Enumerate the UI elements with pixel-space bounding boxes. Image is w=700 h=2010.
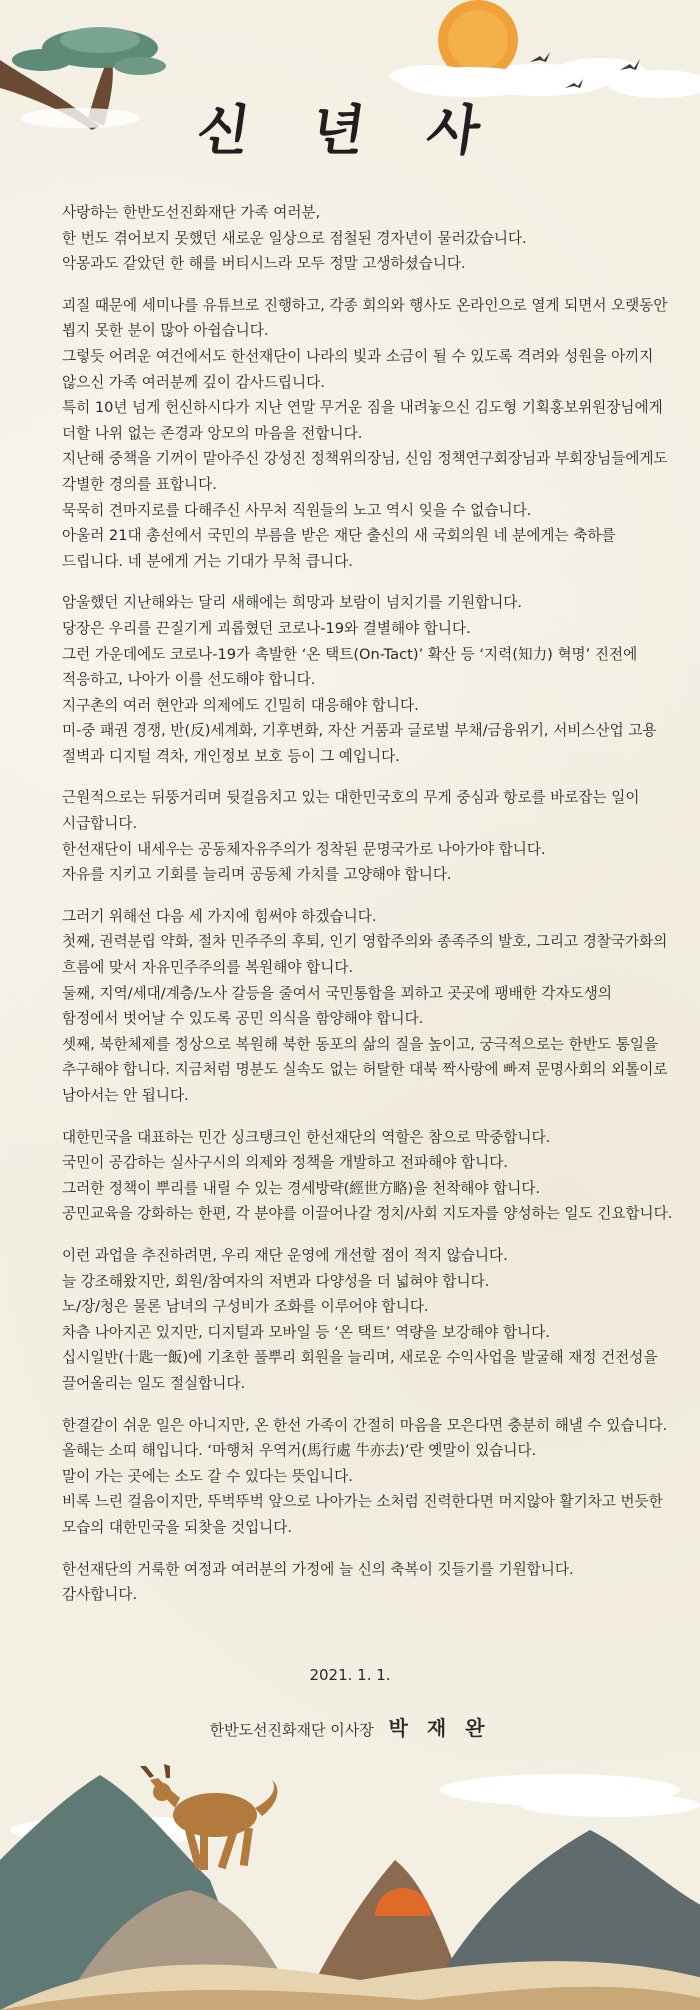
letter-line: 남아서는 안 됩니다. (62, 1087, 189, 1104)
letter-paragraph (62, 1125, 673, 1227)
letter-line: 자유를 지키고 기회를 늘리며 공동체 가치를 고양해야 합니다. (62, 866, 452, 884)
letter-line: 아울러 21대 총선에서 국민의 부름을 받은 재단 출신의 새 국회의원 네 분에게는 축하를 (62, 527, 616, 545)
letter-paragraph (62, 904, 668, 1109)
letter-paragraph (62, 785, 662, 887)
letter-line: 지구촌의 여러 현안과 의제에도 긴밀히 대응해야 합니다. (62, 696, 419, 714)
letter-line: 시급합니다. (62, 815, 138, 833)
letter-line: 둘째, 지역/세대/계층/노사 갈등을 줄여서 국민통합을 꾀하고 곳곳에 팽배한 각자도생의 (62, 984, 612, 1002)
letter-line: 늘 강조해왔지만, 회원/참여자의 저변과 다양성을 더 넓혀야 합니다. (62, 1272, 490, 1290)
letter-line: 적응하고, 나아가 이를 선도해야 합니다. (62, 671, 316, 689)
letter-line: 지난해 중책을 기꺼이 맡아주신 강성진 정책위의장님, 신임 정책연구회장님과 부회장님들에게도 (62, 450, 668, 468)
letter-line: 그렇듯 어려운 여건에서도 한선재단이 나라의 빛과 소금이 될 수 있도록 격려와 성원을 아끼지 (62, 347, 654, 365)
sun-icon (390, 0, 540, 97)
letter-paragraph (62, 590, 662, 769)
letter-line: 모습의 대한민국을 되찾을 것입니다. (62, 1518, 293, 1536)
letter-line: 악몽과도 같았던 한 해를 버티시느라 모두 정말 고생하셨습니다. (62, 255, 466, 273)
letter-line: 올해는 소띠 해입니다. ‘마행처 우역거(馬行處 牛亦去)’란 옛말이 있습니다. (62, 1442, 537, 1460)
letter-paragraph (62, 1413, 668, 1541)
letter-line: 십시일반(十匙一飯)에 기초한 풀뿌리 회원을 늘리며, 새로운 수익사업을 발굴해 재정 건전성을 (62, 1349, 658, 1367)
letter-line: 사랑하는 한반도선진화재단 가족 여러분, (62, 204, 321, 221)
letter-line: 미-중 패권 경쟁, 반(反)세계화, 기후변화, 자산 거품과 글로벌 부채/금융위기, 서비스산업 고용 (62, 722, 657, 740)
letter-date: 2021. 1. 1. (309, 1666, 391, 1684)
letter-line: 그러기 위해선 다음 세 가지에 힘써야 하겠습니다. (62, 907, 377, 925)
letter-paragraph (62, 200, 662, 277)
letter-line: 그러한 정책이 뿌리를 내릴 수 있는 경세방략(經世方略)을 천착해야 합니다. (62, 1179, 541, 1197)
letter-line: 한선재단이 내세우는 공동체자유주의가 정착된 문명국가로 나아가야 합니다. (62, 840, 546, 858)
letter-line: 그런 가운데에도 코로나-19가 촉발한 ‘온 택트(On-Tact)’ 확산 등 ‘지력(知力) 혁명’ 진전에 (62, 645, 638, 663)
letter-paragraph (62, 1557, 662, 1608)
letter-line: 비록 느린 걸음이지만, 뚜벅뚜벅 앞으로 나아가는 소처럼 진력한다면 머지않아 활기차고 번듯한 (62, 1493, 663, 1511)
letter-line: 절벽과 디지털 격차, 개인정보 보호 등이 그 예입니다. (62, 747, 400, 765)
letter-line: 묵묵히 견마지로를 다해주신 사무처 직원들의 노고 역시 잊을 수 없습니다. (62, 501, 532, 519)
letter-line: 흐름에 맞서 자유민주주의를 복원해야 합니다. (62, 959, 354, 977)
letter-line: 한선재단의 거룩한 여정과 여러분의 가정에 늘 신의 축복이 깃들기를 기원합니다. (62, 1560, 574, 1578)
letter-line: 특히 10년 넘게 헌신하시다가 지난 연말 무거운 짐을 내려놓으신 김도형 기획홍보위원장님에게 (62, 399, 663, 417)
letter-line: 끌어올리는 일도 절실합니다. (62, 1374, 246, 1392)
signature-name: 박 재 완 (388, 1716, 491, 1740)
bottom-illustration (0, 1680, 700, 2010)
letter-line: 근원적으로는 뒤뚱거리며 뒷걸음치고 있는 대한민국호의 무게 중심과 항로를 바로잡는 일이 (62, 789, 640, 807)
letter-line: 공민교육을 강화하는 한편, 각 분야를 이끌어나갈 정치/사회 지도자를 양성하는 일도 긴요합니다. (62, 1205, 673, 1223)
letter-line: 대한민국을 대표하는 민간 싱크탱크인 한선재단의 역할은 참으로 막중합니다. (62, 1128, 551, 1146)
letter-line: 첫째, 권력분립 약화, 절차 민주주의 후퇴, 인기 영합주의와 종족주의 발호, 그리고 경찰국가화의 (62, 933, 668, 951)
letter-line: 더할 나위 없는 존경과 앙모의 마음을 전합니다. (62, 424, 363, 442)
letter-line: 드립니다. 네 분에게 거는 기대가 무척 큽니다. (62, 552, 353, 570)
letter-line: 괴질 때문에 세미나를 유튜브로 진행하고, 각종 회의와 행사도 온라인으로 열게 되면서 오랫동안 (62, 296, 668, 314)
letter-line: 감사합니다. (62, 1586, 138, 1604)
letter-body (62, 200, 673, 1624)
letter-line: 함정에서 벗어날 수 있도록 공민 의식을 함양해야 합니다. (62, 1010, 424, 1028)
letter-line: 당장은 우리를 끈질기게 괴롭혔던 코로나-19와 결별해야 합니다. (62, 619, 471, 637)
letter-paragraph (62, 1243, 662, 1397)
letter-line: 노/장/청은 물론 남녀의 구성비가 조화를 이루어야 합니다. (62, 1298, 429, 1316)
signature-org-title: 한반도선진화재단 이사장 (209, 1721, 374, 1739)
letter-line: 한결같이 쉬운 일은 아니지만, 온 한선 가족이 간절히 마음을 모은다면 충분히 해낼 수 있습니다. (62, 1416, 668, 1434)
letter-line: 암울했던 지난해와는 달리 새해에는 희망과 보람이 넘치기를 기원합니다. (62, 594, 523, 612)
letter-line: 이런 과업을 추진하려면, 우리 재단 운영에 개선할 점이 적지 않습니다. (62, 1246, 508, 1264)
letter-line: 않으신 가족 여러분께 깊이 감사드립니다. (62, 373, 325, 391)
letter-paragraph (62, 293, 668, 575)
letter-line: 셋째, 북한체제를 정상으로 복원해 북한 동포의 삶의 질을 높이고, 궁극적으로는 한반도 통일을 (62, 1035, 659, 1053)
page-title: 신 년 사 (192, 98, 507, 162)
letter-line: 한 번도 겪어보지 못했던 새로운 일상으로 점철된 경자년이 물러갔습니다. (62, 229, 527, 247)
letter-line: 각별한 경의를 표합니다. (62, 475, 217, 493)
letter-line: 추구해야 합니다. 지금처럼 명분도 실속도 없는 허탈한 대북 짝사랑에 빠져 문명사회의 외톨이로 (62, 1061, 668, 1079)
letter-line: 뵙지 못한 분이 많아 아쉽습니다. (62, 322, 269, 340)
letter-line: 차츰 나아지곤 있지만, 디지털과 모바일 등 ‘온 택트’ 역량을 보강해야 합니다. (62, 1323, 550, 1341)
letter-line: 국민이 공감하는 실사구시의 의제와 정책을 개발하고 전파해야 합니다. (62, 1154, 508, 1172)
letter-line: 말이 가는 곳에는 소도 갈 수 있다는 뜻입니다. (62, 1467, 353, 1485)
